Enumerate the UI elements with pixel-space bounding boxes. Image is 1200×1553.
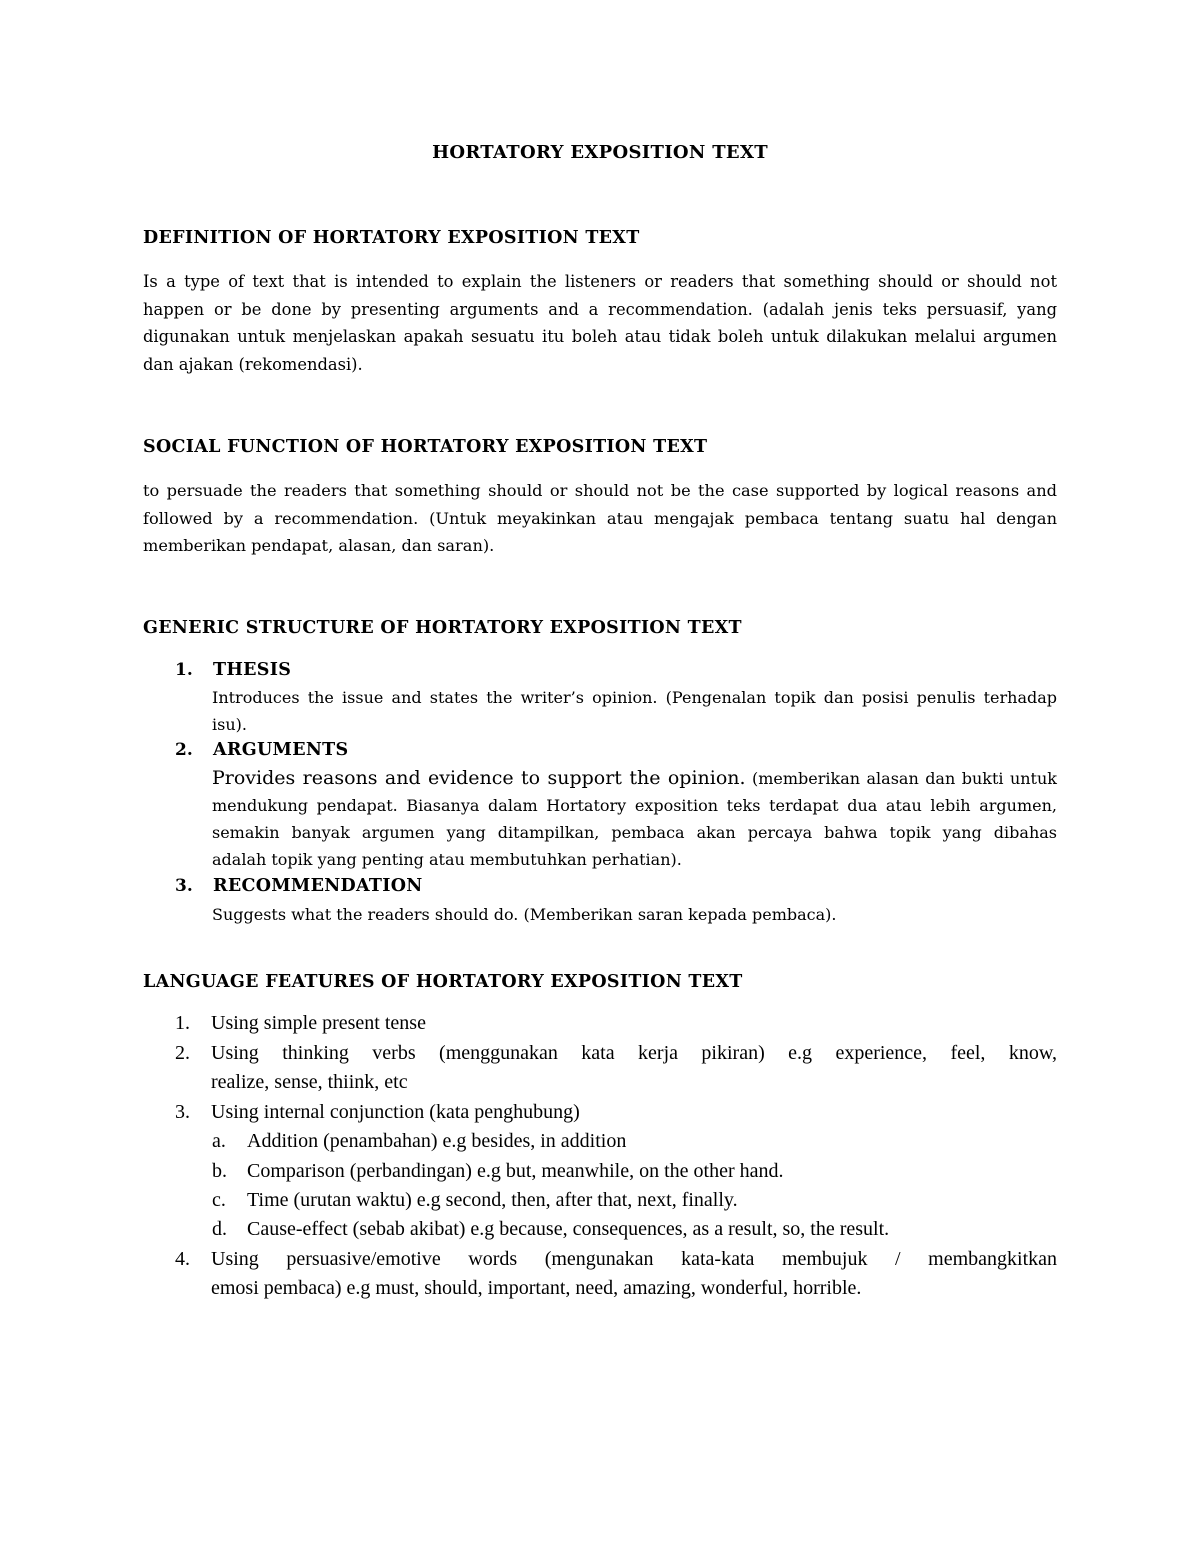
definition-heading: DEFINITION OF HORTATORY EXPOSITION TEXT (143, 228, 640, 248)
generic-structure-heading: GENERIC STRUCTURE OF HORTATORY EXPOSITION TEXT (143, 618, 742, 638)
sub-list-letter: b. (212, 1160, 227, 1182)
page-title: HORTATORY EXPOSITION TEXT (432, 142, 768, 163)
structure-line: adalah topik yang penting atau membutuhkan perhatian). (212, 850, 682, 869)
structure-line: mendukung pendapat. Biasanya dalam Hortatory exposition teks terdapat dua atau lebih argumen, (212, 796, 1057, 815)
sub-list-text: Addition (penambahan) e.g besides, in addition (247, 1130, 627, 1152)
sub-list-item (143, 1130, 1057, 1160)
list-number: 4. (175, 1248, 190, 1270)
definition-line: dan ajakan (rekomendasi). (143, 354, 363, 374)
list-item-text: Using simple present tense (211, 1012, 426, 1034)
definition-paragraph (143, 268, 1057, 378)
list-item (143, 1101, 1057, 1131)
list-item-text: realize, sense, thiink, etc (211, 1071, 408, 1093)
social-function-line: to persuade the readers that something should or should not be the case supported by logical reasons and (143, 481, 1057, 500)
structure-line: Suggests what the readers should do. (Memberikan saran kepada pembaca). (212, 905, 837, 924)
definition-line: Is a type of text that is intended to explain the listeners or readers that something should or should not (143, 272, 1057, 291)
list-item-continuation (143, 1277, 1057, 1307)
sub-list-text: Comparison (perbandingan) e.g but, meanwhile, on the other hand. (247, 1160, 784, 1182)
sub-list-letter: c. (212, 1189, 226, 1211)
structure-item-heading: THESIS (213, 660, 292, 680)
social-function-line: memberikan pendapat, alasan, dan saran). (143, 536, 495, 555)
list-number: 2. (175, 1042, 190, 1064)
sub-list-text: Cause-effect (sebab akibat) e.g because, consequences, as a result, so, the result. (247, 1218, 890, 1240)
structure-item-heading: RECOMMENDATION (213, 876, 423, 896)
structure-line-rest: (memberikan alasan dan bukti untuk (745, 769, 1057, 788)
structure-line: semakin banyak argumen yang ditampilkan, pembaca akan percaya bahwa topik yang dibahas (212, 823, 1057, 842)
list-number: 1. (175, 660, 193, 680)
structure-item-body (212, 765, 1057, 873)
structure-lead: Provides reasons and evidence to support the opinion. (212, 767, 746, 789)
list-item-text: Using thinking verbs (menggunakan kata kerja pikiran) e.g experience, feel, know, (211, 1042, 1057, 1064)
sub-list-item (143, 1189, 1057, 1219)
list-item (143, 1012, 1057, 1042)
sub-list-item (143, 1218, 1057, 1248)
social-function-paragraph (143, 477, 1057, 560)
structure-item-body (212, 901, 1057, 928)
structure-item-body (212, 684, 1057, 738)
definition-line: digunakan untuk menjelaskan apakah sesuatu itu boleh atau tidak boleh untuk dilakukan melalui argumen (143, 327, 1057, 346)
list-item-text: Using persuasive/emotive words (mengunakan kata-kata membujuk / membangkitkan (211, 1248, 1057, 1270)
structure-line: Introduces the issue and states the writer’s opinion. (Pengenalan topik dan posisi penulis terhadap (212, 688, 1057, 707)
social-function-line: followed by a recommendation. (Untuk meyakinkan atau mengajak pembaca tentang suatu hal dengan (143, 508, 1057, 528)
sub-list-text: Time (urutan waktu) e.g second, then, after that, next, finally. (247, 1189, 738, 1211)
structure-item-heading: ARGUMENTS (213, 740, 349, 760)
sub-list-letter: d. (212, 1218, 227, 1240)
list-number: 2. (175, 740, 193, 760)
sub-list-letter: a. (212, 1130, 226, 1152)
definition-line: happen or be done by presenting arguments and a recommendation. (adalah jenis teks persuasif, yang (143, 299, 1057, 319)
list-number: 3. (175, 876, 193, 896)
list-item-text: emosi pembaca) e.g must, should, important, need, amazing, wonderful, horrible. (211, 1277, 862, 1299)
social-function-heading: SOCIAL FUNCTION OF HORTATORY EXPOSITION TEXT (143, 437, 708, 457)
list-item (143, 1042, 1057, 1072)
list-number: 3. (175, 1101, 190, 1123)
structure-line: isu). (212, 715, 247, 734)
list-number: 1. (175, 1012, 190, 1034)
list-item (143, 1248, 1057, 1278)
list-item-continuation (143, 1071, 1057, 1101)
structure-line (212, 765, 1057, 792)
sub-list-item (143, 1160, 1057, 1190)
list-item-text: Using internal conjunction (kata penghubung) (211, 1101, 580, 1123)
language-features-heading: LANGUAGE FEATURES OF HORTATORY EXPOSITION TEXT (143, 972, 743, 992)
